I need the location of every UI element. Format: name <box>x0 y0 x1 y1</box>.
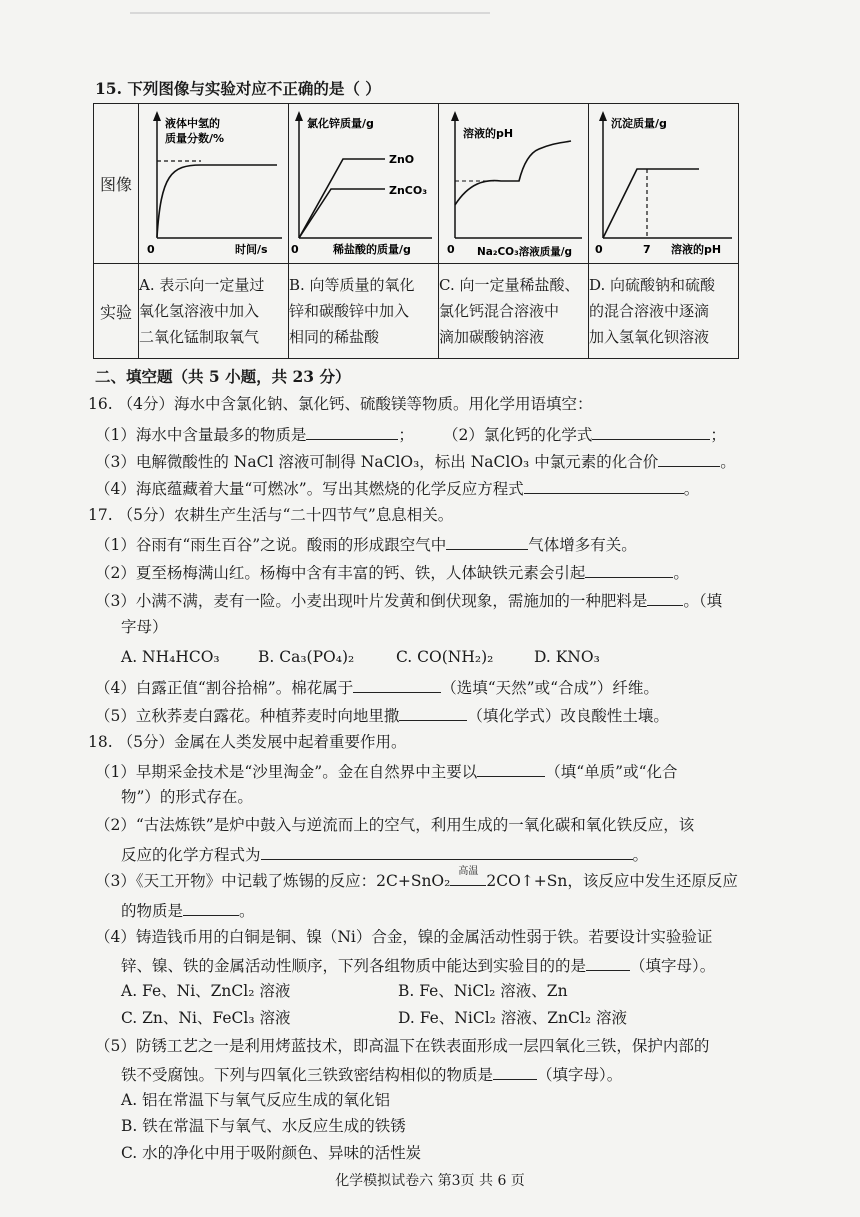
q18-part5-cont: 铁不受腐蚀。下列与四氧化三铁致密结构相似的物质是 （填字母）。 <box>121 1063 622 1085</box>
q18-option-b: B. Fe、NiCl₂ 溶液、Zn <box>398 982 568 1000</box>
graph-b-ylabel: 氯化锌质量/g <box>307 116 374 130</box>
row-label-image: 图像 <box>94 104 139 264</box>
q17-part4: （4）白露正值“割谷拾棉”。棉花属于 （选填“天然”或“合成”）纤维。 <box>95 676 659 698</box>
graph-b-label-zno: ZnO <box>389 152 415 166</box>
graph-b <box>289 104 439 264</box>
q18-part4: （4）铸造钱币用的白铜是铜、镍（Ni）合金，镍的金属活动性弱于铁。若要设计实验验证 <box>95 928 713 946</box>
q17-part2: （2）夏至杨梅满山红。杨梅中含有丰富的钙、铁，人体缺铁元素会引起 。 <box>95 561 689 583</box>
graph-a-ylabel-1: 液体中氢的 <box>165 116 220 130</box>
q16-part3: （3）电解微酸性的 NaCl 溶液可制得 NaClO₃，标出 NaClO₃ 中氯元素的化合价 。 <box>95 450 736 472</box>
section-title: 二、填空题（共 5 小题，共 23 分） <box>95 367 351 386</box>
q18-part5-option-b: B. 铁在常温下与氧气、水反应生成的铁锈 <box>121 1117 406 1135</box>
experiment-a: A. 表示向一定量过 氧化氢溶液中加入 二氧化锰制取氧气 <box>139 264 289 359</box>
q16-part2: （2）氯化钙的化学式 ； <box>443 423 726 445</box>
graph-d-ylabel: 沉淀质量/g <box>611 116 667 130</box>
graph-a <box>139 104 289 264</box>
q17-option-a: A. NH₄HCO₃ <box>121 648 220 666</box>
q15-stem: 15. 下列图像与实验对应不正确的是（ ） <box>95 79 381 98</box>
q18-part5-option-a: A. 铝在常温下与氧气反应生成的氧化铝 <box>121 1091 391 1109</box>
graph-d-tick-7: 7 <box>643 242 651 256</box>
row-label-experiment: 实验 <box>94 264 139 359</box>
q18-part3: （3）《天工开物》中记载了炼锡的反应：2C+SnO₂ 高温 2CO↑+Sn，该反应中发生还原反应 <box>95 866 738 890</box>
q18-part3-cont: 的物质是 。 <box>121 899 255 921</box>
q18-option-c: C. Zn、Ni、FeCl₃ 溶液 <box>121 1009 291 1027</box>
q17-option-b: B. Ca₃(PO₄)₂ <box>258 648 355 666</box>
graph-b-label-znco3: ZnCO₃ <box>389 183 428 197</box>
q17-stem: 17. （5分）农耕生产生活与“二十四节气”息息相关。 <box>88 506 454 524</box>
reaction-condition: 高温 <box>458 866 479 877</box>
graph-c-xlabel: Na₂CO₃溶液质量/g <box>477 245 573 258</box>
graph-c <box>439 104 589 264</box>
q17-option-d: D. KNO₃ <box>534 648 600 666</box>
graph-d-origin: 0 <box>595 242 603 256</box>
q15-table <box>93 103 739 359</box>
experiment-c: C. 向一定量稀盐酸、 氯化钙混合溶液中 滴加碳酸钠溶液 <box>439 264 589 359</box>
q18-part2: （2）“古法炼铁”是炉中鼓入与逆流而上的空气，利用生成的一氧化碳和氧化铁反应，该 <box>95 816 695 834</box>
graph-a-origin: 0 <box>147 242 155 256</box>
q17-part5: （5）立秋荞麦白露花。种植荞麦时向地里撒 （填化学式）改良酸性土壤。 <box>95 704 669 726</box>
q18-option-a: A. Fe、Ni、ZnCl₂ 溶液 <box>121 982 291 1000</box>
page-footer: 化学模拟试卷六 第3页 共 6 页 <box>335 1173 525 1189</box>
graph-c-origin: 0 <box>447 242 455 256</box>
graph-a-ylabel-2: 质量分数/% <box>165 131 225 145</box>
q17-part3-cont: 字母） <box>121 618 168 636</box>
graph-d <box>589 104 739 264</box>
q18-part1: （1）早期采金技术是“沙里淘金”。金在自然界中主要以 （填“单质”或“化合 <box>95 760 678 782</box>
graph-b-xlabel: 稀盐酸的质量/g <box>333 242 411 256</box>
graph-d-xlabel: 溶液的pH <box>671 242 722 256</box>
q18-part5: （5）防锈工艺之一是利用烤蓝技术，即高温下在铁表面形成一层四氧化三铁，保护内部的 <box>95 1037 710 1055</box>
q18-part2-cont: 反应的化学方程式为 。 <box>121 843 648 865</box>
q17-part3: （3）小满不满，麦有一险。小麦出现叶片发黄和倒伏现象，需施加的一种肥料是 。（填 <box>95 589 722 611</box>
experiment-b: B. 向等质量的氧化 锌和碳酸锌中加入 相同的稀盐酸 <box>289 264 439 359</box>
experiment-d: D. 向硫酸钠和硫酸 的混合溶液中逐滴 加入氢氧化钡溶液 <box>589 264 739 359</box>
q18-option-d: D. Fe、NiCl₂ 溶液、ZnCl₂ 溶液 <box>398 1009 627 1027</box>
q18-part5-option-c: C. 水的净化中用于吸附颜色、异味的活性炭 <box>121 1144 422 1162</box>
q18-stem: 18. （5分）金属在人类发展中起着重要作用。 <box>88 733 407 751</box>
q16-part4: （4）海底蕴藏着大量“可燃冰”。写出其燃烧的化学反应方程式 。 <box>95 477 699 499</box>
q16-part1: （1）海水中含量最多的物质是 ； <box>95 423 414 445</box>
q17-option-c: C. CO(NH₂)₂ <box>396 648 494 666</box>
q17-part1: （1）谷雨有“雨生百谷”之说。酸雨的形成跟空气中 气体增多有关。 <box>95 533 637 555</box>
graph-a-xlabel: 时间/s <box>235 242 268 256</box>
q16-stem: 16. （4分）海水中含氯化钠、氯化钙、硫酸镁等物质。用化学用语填空： <box>88 395 593 413</box>
scan-edge-line <box>130 12 490 14</box>
graph-c-ylabel: 溶液的pH <box>463 126 514 140</box>
graph-b-origin: 0 <box>291 242 299 256</box>
q18-part4-cont: 锌、镍、铁的金属活动性顺序，下列各组物质中能达到实验目的的是 （填字母）。 <box>121 954 715 976</box>
q18-part1-cont: 物”）的形式存在。 <box>121 788 253 806</box>
